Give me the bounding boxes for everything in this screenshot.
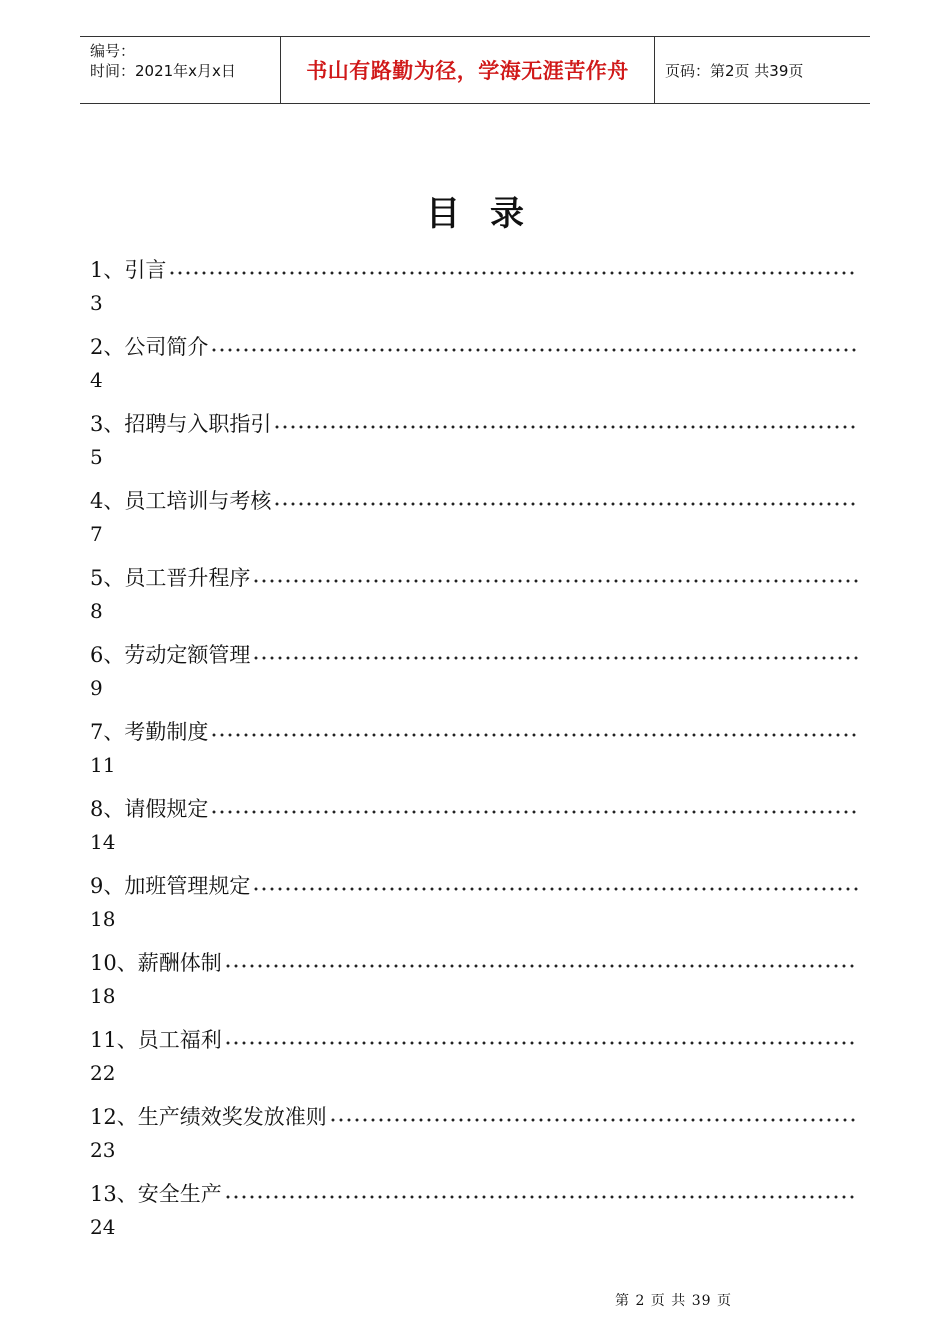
- toc-entry-label: 1、引言: [90, 258, 167, 282]
- toc-entry-page: 11: [90, 753, 116, 777]
- toc-entry-label: 10、薪酬体制: [90, 951, 222, 975]
- dot-leader: [273, 500, 858, 508]
- dot-leader: [168, 269, 858, 277]
- page-footer: 第 2 页 共 39 页: [615, 1293, 732, 1309]
- header-motto-cell: [281, 37, 655, 103]
- toc-entry[interactable]: [90, 785, 858, 862]
- dot-leader: [224, 1193, 858, 1201]
- toc-entry[interactable]: [90, 631, 858, 708]
- dot-leader: [273, 423, 858, 431]
- toc-entry-page: 23: [90, 1138, 116, 1162]
- document-date-label: 时间：2021年x月x日: [90, 62, 236, 80]
- header-page-info-cell: [655, 37, 870, 103]
- toc-entry[interactable]: [90, 1093, 858, 1170]
- toc-entry[interactable]: [90, 554, 858, 631]
- dot-leader: [252, 577, 858, 585]
- toc-entry-page: 14: [90, 830, 116, 854]
- toc-entry-page: 18: [90, 907, 116, 931]
- toc-entry-label: 11、员工福利: [90, 1028, 222, 1052]
- toc-entry[interactable]: [90, 477, 858, 554]
- header-page-info: 页码：第2页 共39页: [665, 61, 804, 80]
- toc-entry-page: 5: [90, 445, 103, 469]
- toc-entry[interactable]: [90, 1016, 858, 1093]
- toc-entry-label: 5、员工晋升程序: [90, 566, 251, 590]
- toc-entry-label: 12、生产绩效奖发放准则: [90, 1105, 327, 1129]
- dot-leader: [252, 885, 858, 893]
- toc-entry-label: 4、员工培训与考核: [90, 489, 272, 513]
- toc-title: 目录: [426, 194, 554, 234]
- toc-entry[interactable]: [90, 708, 858, 785]
- dot-leader: [210, 731, 858, 739]
- toc-entry[interactable]: [90, 323, 858, 400]
- toc-entry-page: 9: [90, 676, 103, 700]
- toc-entry-page: 7: [90, 522, 103, 546]
- toc-entry-label: 6、劳动定额管理: [90, 643, 251, 667]
- toc-entry-page: 4: [90, 368, 103, 392]
- header-meta: [80, 37, 281, 103]
- header-motto: 书山有路勤为径，学海无涯苦作舟: [306, 59, 629, 83]
- toc-entry-page: 8: [90, 599, 103, 623]
- toc-entry-label: 13、安全生产: [90, 1182, 222, 1206]
- toc-entry-label: 3、招聘与入职指引: [90, 412, 272, 436]
- dot-leader: [224, 962, 858, 970]
- toc-entry-label: 7、考勤制度: [90, 720, 209, 744]
- dot-leader: [329, 1116, 858, 1124]
- toc-entry-page: 24: [90, 1215, 116, 1239]
- toc-entry-label: 2、公司简介: [90, 335, 209, 359]
- page-header: [80, 36, 870, 104]
- toc-entry-page: 22: [90, 1061, 116, 1085]
- table-of-contents: [90, 246, 858, 1247]
- toc-entry[interactable]: [90, 862, 858, 939]
- toc-entry[interactable]: [90, 246, 858, 323]
- dot-leader: [252, 654, 858, 662]
- toc-entry-label: 9、加班管理规定: [90, 874, 251, 898]
- toc-entry-page: 18: [90, 984, 116, 1008]
- toc-entry-page: 3: [90, 291, 103, 315]
- dot-leader: [210, 808, 858, 816]
- document-number-label: 编号：: [90, 42, 136, 60]
- toc-entry[interactable]: [90, 400, 858, 477]
- dot-leader: [224, 1039, 858, 1047]
- toc-entry[interactable]: [90, 939, 858, 1016]
- toc-entry[interactable]: [90, 1170, 858, 1247]
- dot-leader: [210, 346, 858, 354]
- toc-entry-label: 8、请假规定: [90, 797, 209, 821]
